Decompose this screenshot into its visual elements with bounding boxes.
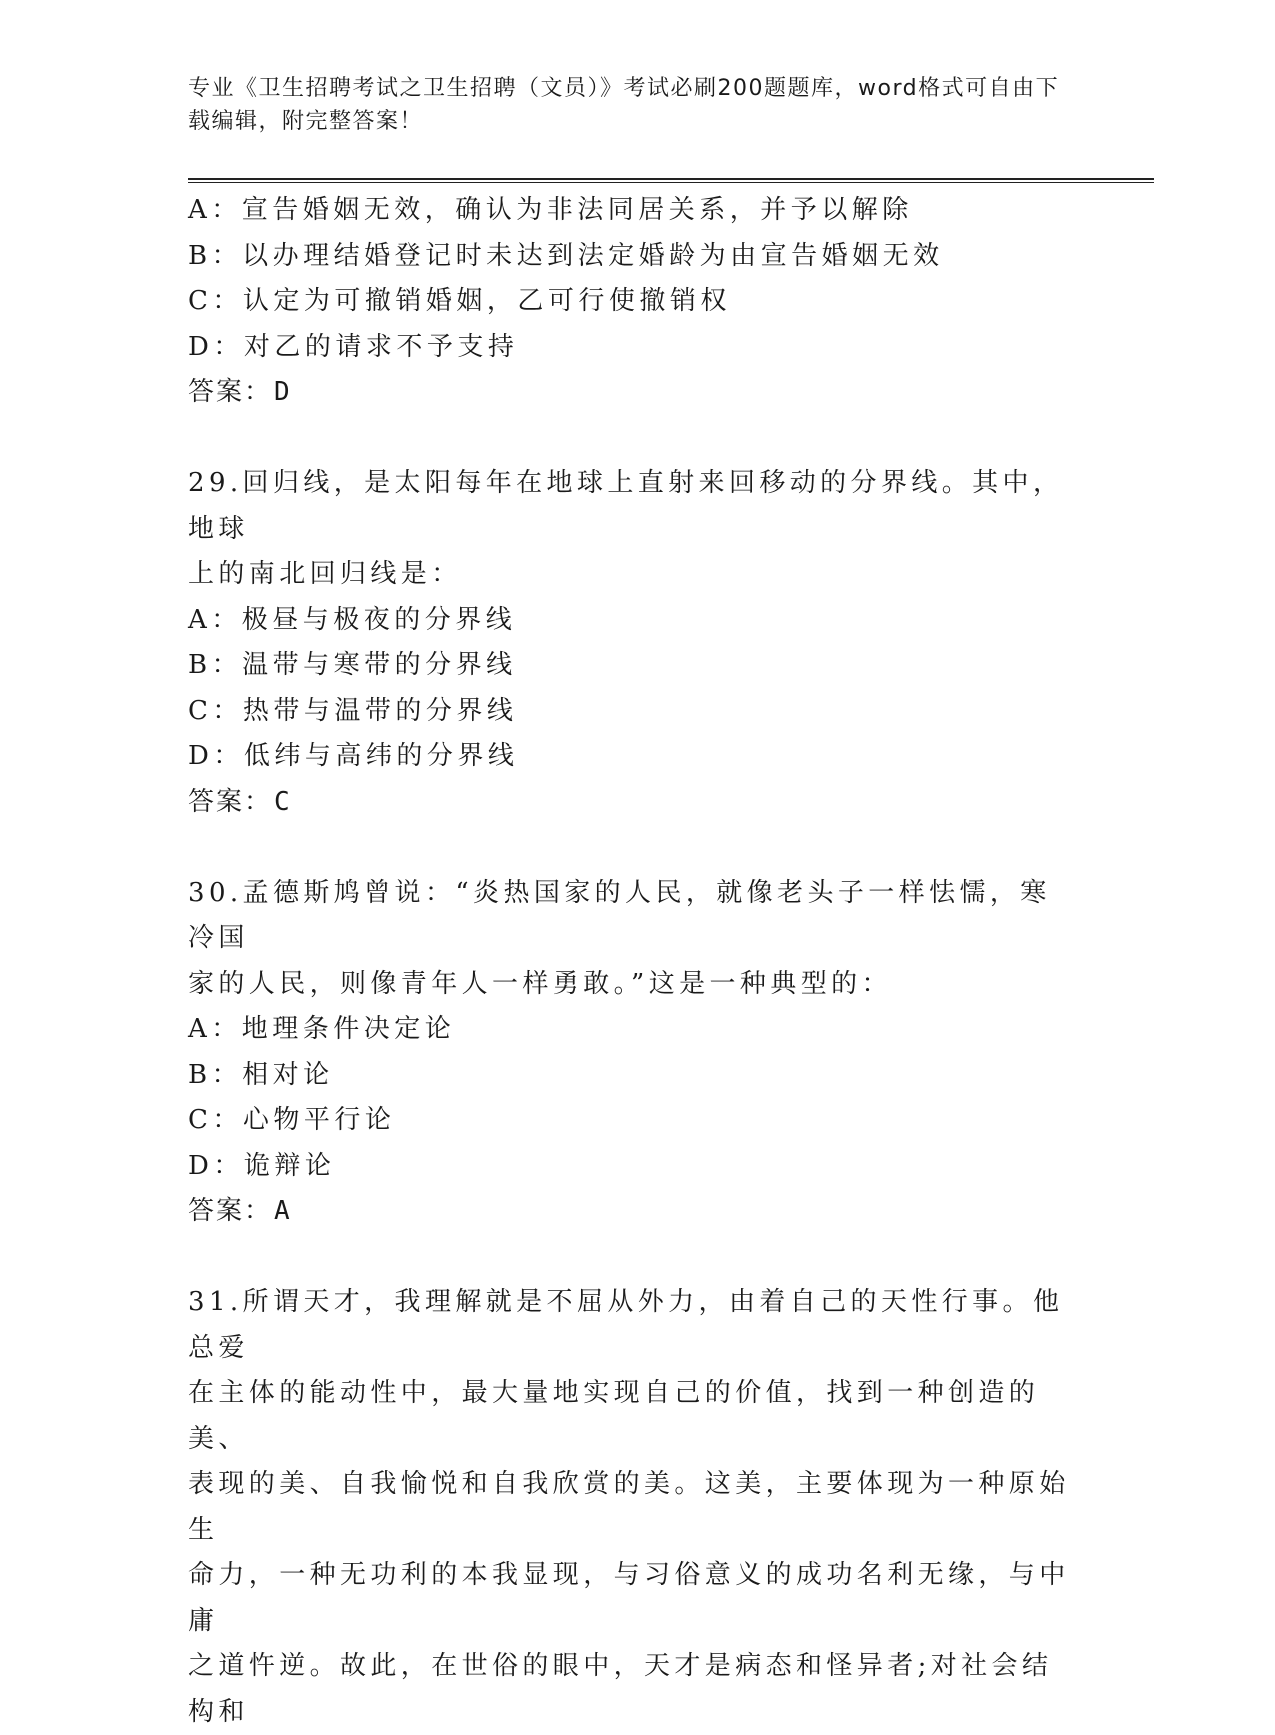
question-30 [188, 871, 1078, 1235]
answer-line [188, 370, 1078, 416]
question-text-line: 在主体的能动性中，最大量地实现自己的价值，找到一种创造的美、 [188, 1378, 1040, 1454]
option-d: D：诡辩论 [188, 1150, 336, 1181]
question-28-continued [188, 188, 1078, 416]
question-text-line: 30.孟德斯鸠曾说：“炎热国家的人民，就像老头子一样怯懦，寒冷国 [188, 877, 1051, 953]
answer-line [188, 1189, 1078, 1235]
spacer [188, 416, 1078, 462]
question-text-line: 上的南北回归线是： [188, 559, 462, 589]
option-c: C：心物平行论 [188, 1105, 396, 1135]
document-body [188, 188, 1078, 1735]
question-text-line: 31.所谓天才，我理解就是不屈从外力，由着自己的天性行事。他总爱 [188, 1287, 1064, 1363]
question-text-line: 表现的美、自我愉悦和自我欣赏的美。这美，主要体现为一种原始生 [188, 1469, 1070, 1545]
answer-value: D [274, 377, 292, 407]
question-29 [188, 461, 1078, 825]
answer-value: A [274, 1196, 292, 1226]
question-text-line: 29.回归线，是太阳每年在地球上直射来回移动的分界线。其中，地球 [188, 468, 1064, 544]
option-d: D：对乙的请求不予支持 [188, 331, 519, 362]
question-text-line: 之道忤逆。故此，在世俗的眼中，天才是病态和怪异者;对社会结构和 [188, 1651, 1053, 1727]
option-a: A：极昼与极夜的分界线 [188, 604, 517, 635]
question-text-line: 命力，一种无功利的本我显现，与习俗意义的成功名利无缘，与中庸 [188, 1560, 1070, 1636]
answer-label: 答案： [188, 786, 273, 817]
answer-label: 答案： [188, 1196, 273, 1226]
answer-line [188, 780, 1078, 826]
option-c: C：认定为可撤销婚姻，乙可行使撤销权 [188, 286, 731, 316]
question-31 [188, 1280, 1078, 1735]
option-c: C：热带与温带的分界线 [188, 695, 518, 726]
spacer [188, 1235, 1078, 1281]
answer-label: 答案： [188, 377, 273, 407]
option-b: B：以办理结婚登记时未达到法定婚龄为由宣告婚姻无效 [188, 240, 944, 271]
document-header-title: 专业《卫生招聘考试之卫生招聘（文员）》考试必刷200题题库，word格式可自由下载编辑，附完整答案！ [188, 76, 1060, 134]
option-b: B：相对论 [188, 1059, 334, 1090]
option-a: A：地理条件决定论 [188, 1014, 456, 1044]
option-b: B：温带与寒带的分界线 [188, 650, 517, 680]
question-text-line: 家的人民，则像青年人一样勇敢。”这是一种典型的： [188, 968, 892, 999]
answer-value: C [274, 786, 292, 817]
spacer [188, 825, 1078, 871]
option-d: D：低纬与高纬的分界线 [188, 741, 519, 771]
option-a: A：宣告婚姻无效，确认为非法同居关系，并予以解除 [188, 195, 913, 225]
header-divider [188, 178, 1154, 183]
